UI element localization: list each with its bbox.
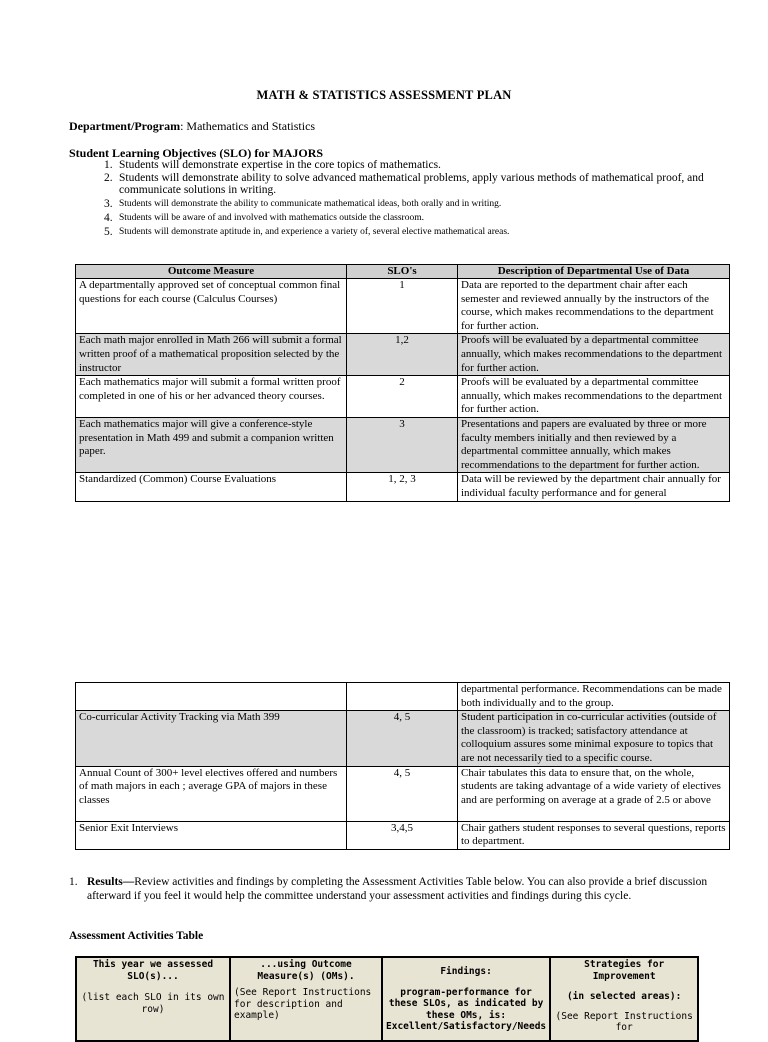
- activities-col-findings-sub: program-performance for these SLOs, as indicated by these OMs, is:: [388, 986, 544, 1021]
- activities-col-slos-title: This year we assessed SLO(s)...: [92, 959, 214, 982]
- outcome-measures-table: [75, 264, 730, 502]
- cell-description: Data are reported to the department chair after each semester and reviewed annually by the instructors of the course, which makes recommendations to the department for further action.: [458, 279, 730, 334]
- table-row: [76, 417, 730, 472]
- slo-number: 5.: [104, 226, 113, 238]
- table-row: [76, 711, 730, 766]
- cell-measure: Each mathematics major will submit a formal written proof completed in one of his or her advanced theory courses.: [76, 376, 347, 418]
- cell-slos: 3: [347, 417, 458, 472]
- cell-description: Presentations and papers are evaluated by three or more faculty members initially and then reviewed by a departmental committee annually, which makes recommendations to the department for further action.: [458, 417, 730, 472]
- cell-measure: Senior Exit Interviews: [76, 821, 347, 849]
- header-outcome-measure: Outcome Measure: [76, 265, 347, 279]
- activities-col-oms: [230, 957, 382, 1041]
- cell-description: Proofs will be evaluated by a departmental committee annually, which makes recommendations to the department for further action.: [458, 334, 730, 376]
- activities-col-findings-tail: Excellent/Satisfactory/Needs: [386, 1021, 547, 1032]
- slo-item: [104, 159, 704, 171]
- activities-col-strategies-title: Strategies for Improvement: [584, 959, 665, 982]
- cell-measure: Standardized (Common) Course Evaluations: [76, 473, 347, 501]
- table-row: [76, 766, 730, 821]
- cell-measure: [76, 683, 347, 711]
- activities-col-oms-note: (See Report Instructions for description and example): [234, 987, 372, 1021]
- department-label: Department/Program: [69, 119, 181, 133]
- results-body: [69, 876, 719, 903]
- header-slos: SLO's: [347, 265, 458, 279]
- cell-measure: Annual Count of 300+ level electives offered and numbers of math majors in each ; average GPA of majors in these classes: [76, 766, 347, 821]
- slo-number: 2.: [104, 172, 113, 184]
- header-description: Description of Departmental Use of Data: [458, 265, 730, 279]
- cell-description: departmental performance. Recommendations can be made both individually and to the group.: [458, 683, 730, 711]
- cell-description: Chair gathers student responses to several questions, reports to department.: [458, 821, 730, 849]
- activities-col-strategies-sub: (in selected areas):: [566, 991, 682, 1002]
- activities-col-findings-title: Findings:: [440, 966, 492, 977]
- slo-number: 1.: [104, 159, 113, 171]
- assessment-activities-table: [75, 956, 699, 1042]
- department-separator: :: [180, 119, 187, 133]
- activities-col-slos: [76, 957, 230, 1041]
- activities-col-slos-note: (list each SLO in its own row): [81, 992, 225, 1015]
- slo-text: Students will demonstrate ability to solve advanced mathematical problems, apply various methods of mathematical proof, and communicate solutions in writing.: [119, 172, 704, 196]
- cell-slos: 3,4,5: [347, 821, 458, 849]
- cell-measure: A departmentally approved set of conceptual common final questions for each course (Calculus Courses): [76, 279, 347, 334]
- table-row: [76, 683, 730, 711]
- page-title: MATH & STATISTICS ASSESSMENT PLAN: [256, 88, 512, 102]
- cell-measure: Co-curricular Activity Tracking via Math 399: [76, 711, 347, 766]
- table-header-row: [76, 265, 730, 279]
- slo-number: 3.: [104, 198, 113, 210]
- outcome-measures-table-continued: [75, 682, 730, 850]
- cell-slos: [347, 683, 458, 711]
- slo-list: [104, 159, 704, 240]
- activities-heading: Assessment Activities Table: [69, 930, 204, 942]
- slo-item: [104, 212, 704, 225]
- results-text: Review activities and findings by completing the Assessment Activities Table below. You can also provide a brief discussion afterward if you feel it would help the committee understand your assessment activities and findings during this cycle.: [87, 876, 708, 902]
- slo-text: Students will demonstrate aptitude in, and experience a variety of, several elective mathematical areas.: [119, 227, 510, 237]
- department-line: [69, 119, 315, 134]
- cell-slos: 4, 5: [347, 766, 458, 821]
- table-row: [76, 821, 730, 849]
- results-number: 1.: [69, 876, 78, 888]
- slo-text: Students will be aware of and involved with mathematics outside the classroom.: [119, 213, 424, 223]
- table-row: [76, 376, 730, 418]
- cell-measure: Each mathematics major will give a conference-style presentation in Math 499 and submit a companion written paper.: [76, 417, 347, 472]
- cell-description: Proofs will be evaluated by a departmental committee annually, which makes recommendations to the department for further action.: [458, 376, 730, 418]
- slo-item: [104, 226, 704, 239]
- slo-text: Students will demonstrate the ability to communicate mathematical ideas, both orally and in writing.: [119, 199, 502, 209]
- results-paragraph: [69, 876, 719, 903]
- cell-slos: 1,2: [347, 334, 458, 376]
- cell-slos: 2: [347, 376, 458, 418]
- slo-heading: Student Learning Objectives (SLO) for MAJORS: [69, 146, 324, 160]
- table-row: [76, 279, 730, 334]
- activities-col-strategies-note: (See Report Instructions for: [555, 1010, 693, 1033]
- cell-slos: 4, 5: [347, 711, 458, 766]
- cell-description: Chair tabulates this data to ensure that, on the whole, students are taking advantage of a wide variety of electives and are performing on average at a grade of 2.5 or above: [458, 766, 730, 821]
- cell-description: Student participation in co-curricular activities (outside of the classroom) is tracked; satisfactory attendance at colloquium assures some minimal exposure to topics that are not necessarily tied to a specific course.: [458, 711, 730, 766]
- slo-number: 4.: [104, 212, 113, 224]
- results-label: Results—: [87, 876, 135, 888]
- cell-slos: 1, 2, 3: [347, 473, 458, 501]
- activities-header-row: [76, 957, 698, 1041]
- cell-slos: 1: [347, 279, 458, 334]
- department-value: Mathematics and Statistics: [186, 119, 316, 133]
- table-row: [76, 334, 730, 376]
- activities-col-findings: [382, 957, 550, 1041]
- slo-item: [104, 198, 704, 211]
- cell-description: Data will be reviewed by the department chair annually for individual faculty performance and for general: [458, 473, 730, 501]
- activities-col-strategies: [550, 957, 698, 1041]
- slo-text: Students will demonstrate expertise in the core topics of mathematics.: [119, 159, 441, 171]
- cell-measure: Each math major enrolled in Math 266 will submit a formal written proof of a mathematical proposition selected by the instructor: [76, 334, 347, 376]
- slo-item: [104, 172, 704, 196]
- activities-col-oms-title: ...using Outcome Measure(s) (OMs).: [257, 959, 355, 982]
- table-row: [76, 473, 730, 501]
